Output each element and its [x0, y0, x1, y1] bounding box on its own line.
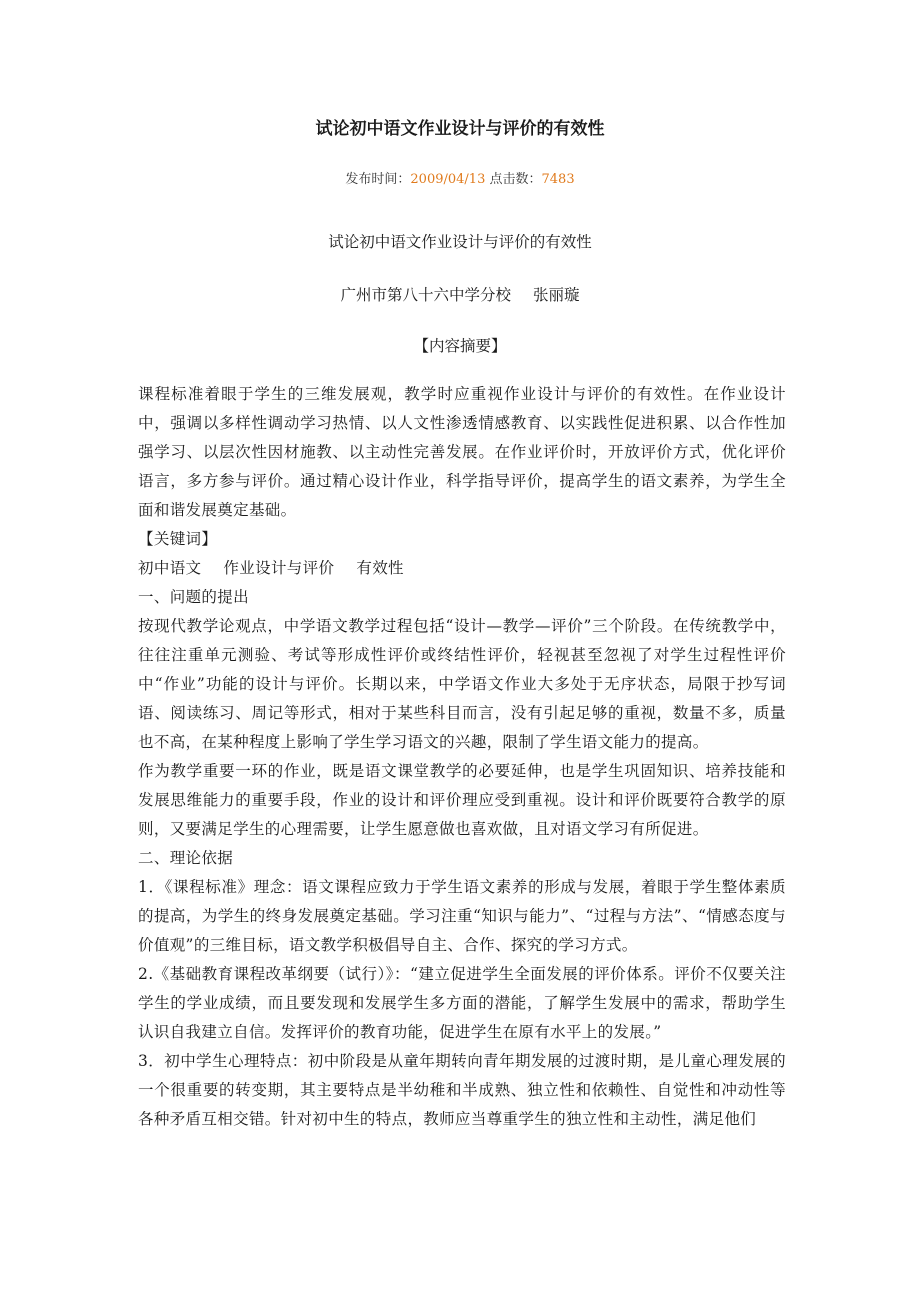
clicks-label: 点击数： [489, 172, 542, 187]
publish-label: 发布时间： [345, 172, 411, 187]
article-title: 试论初中语文作业设计与评价的有效性 [328, 233, 592, 251]
school-name: 广州市第八十六中学分校 [340, 286, 511, 304]
clicks-count: 7483 [541, 172, 575, 187]
paragraph: 按现代教学论观点，中学语文教学过程包括“设计—教学—评价”三个阶段。在传统教学中，往往注重单元测验、考试等形成性评价或终结性评价，轻视甚至忽视了对学生过程性评价中“作业”功能的设计与评价。长期以来，中学语文作业大多处于无序状态，局限于抄写词语、阅读练习、周记等形式，相对于某些科目而言，没有引起足够的重视，数量不多，质量也不高，在某种程度上影响了学生学习语文的兴趣，限制了学生语文能力的提高。 [138, 617, 786, 751]
abstract-text: 课程标准着眼于学生的三维发展观，教学时应重视作业设计与评价的有效性。在作业设计中，强调以多样性调动学习热情、以人文性渗透情感教育、以实践性促进积累、以合作性加强学习、以层次性因材施教、以主动性完善发展。在作业评价时，开放评价方式，优化评价语言，多方参与评价。通过精心设计作业，科学指导评价，提高学生的语文素养，为学生全面和谐发展奠定基础。 [138, 385, 786, 519]
paragraph: 作为教学重要一环的作业，既是语文课堂教学的必要延伸，也是学生巩固知识、培养技能和发展思维能力的重要手段，作业的设计和评价理应受到重视。设计和评价既要符合教学的原则，又要满足学生的心理需要，让学生愿意做也喜欢做，且对语文学习有所促进。 [138, 762, 786, 838]
page-title: 试论初中语文作业设计与评价的有效性 [315, 119, 605, 139]
author-name: 张丽璇 [533, 286, 580, 304]
keyword: 初中语文 [138, 559, 202, 577]
publish-date: 2009/04/13 [410, 172, 486, 187]
keyword: 有效性 [356, 559, 404, 577]
abstract-heading: 【内容摘要】 [413, 337, 507, 355]
keywords-list [138, 554, 786, 583]
section-heading: 二、理论依据 [138, 849, 234, 867]
author-line [0, 283, 920, 305]
paragraph: 1．《课程标准》理念：语文课程应致力于学生语文素养的形成与发展，着眼于学生整体素质的提高，为学生的终身发展奠定基础。学习注重“知识与能力”、“过程与方法”、“情感态度与价值观”的三维目标，语文教学积极倡导自主、合作、探究的学习方式。 [138, 878, 786, 954]
article-meta [0, 168, 920, 187]
keyword: 作业设计与评价 [223, 559, 335, 577]
keywords-heading: 【关键词】 [138, 530, 218, 548]
paragraph: 2.《基础教育课程改革纲要（试行）》：“建立促进学生全面发展的评价体系。评价不仅要关注学生的学业成绩，而且要发现和发展学生多方面的潜能，了解学生发展中的需求，帮助学生认识自我建立自信。发挥评价的教育功能，促进学生在原有水平上的发展。” [138, 965, 786, 1041]
section-heading: 一、问题的提出 [138, 588, 249, 606]
article-body [138, 380, 786, 1134]
paragraph: 3．初中学生心理特点：初中阶段是从童年期转向青年期发展的过渡时期，是儿童心理发展的一个很重要的转变期，其主要特点是半幼稚和半成熟、独立性和依赖性、自觉性和冲动性等各种矛盾互相交错。针对初中生的特点，教师应当尊重学生的独立性和主动性，满足他们 [138, 1052, 786, 1128]
